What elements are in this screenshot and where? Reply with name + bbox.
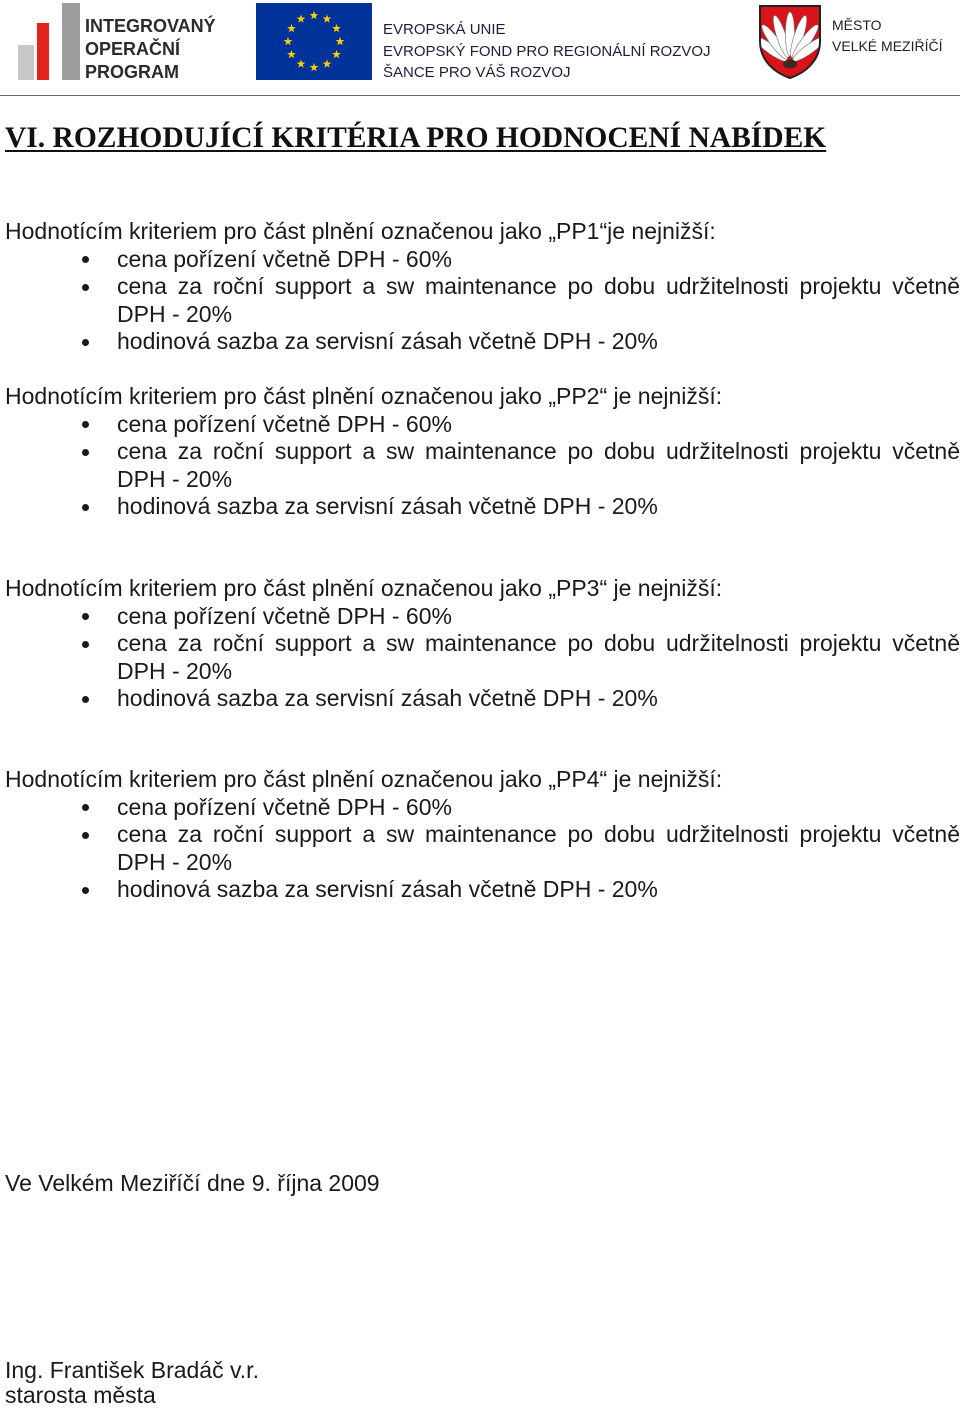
bullet-icon [82,339,89,346]
city-logo-line: VELKÉ MEZIŘÍČÍ [832,37,943,54]
criterion-text: cena pořízení včetně DPH - 60% [117,245,452,272]
criterion-text: cena pořízení včetně DPH - 60% [117,793,452,820]
bullet-icon [82,696,89,703]
criterion-item [117,821,960,876]
criterion-text: hodinová sazba za servisní zásah včetně DPH - 20% [117,493,658,519]
eu-flag-icon [256,3,372,80]
criterion-item [117,603,960,631]
criteria-section [0,575,960,713]
bullet-icon [82,804,89,811]
eu-logo-line: EVROPSKÝ FOND PRO REGIONÁLNÍ ROZVOJ [383,42,711,60]
header-divider [0,95,960,96]
criterion-text: cena za roční support a sw maintenance po dobu udržitelnosti projektu včetně DPH - 20% [117,273,960,327]
criterion-item [117,328,960,356]
criteria-list [0,246,960,356]
iop-logo-icon [18,3,80,80]
criterion-text: hodinová sazba za servisní zásah včetně DPH - 20% [117,685,658,711]
bullet-icon [82,284,89,291]
criterion-text: cena pořízení včetně DPH - 60% [117,410,452,437]
criteria-section [0,766,960,904]
bullet-icon [82,256,89,263]
iop-logo-line: PROGRAM [85,62,179,82]
place-and-date: Ve Velkém Meziříčí dne 9. října 2009 [5,1170,380,1196]
section-heading: Hodnotícím kriteriem pro část plnění označenou jako „PP4“ je nejnižší: [5,766,723,792]
iop-logo-line: INTEGROVANÝ [85,16,216,36]
criterion-text: cena pořízení včetně DPH - 60% [117,602,452,629]
criterion-text: hodinová sazba za servisní zásah včetně DPH - 20% [117,876,658,902]
criteria-list [0,603,960,713]
iop-bar-red [37,23,49,80]
bullet-icon [82,887,89,894]
bullet-icon [82,832,89,839]
criteria-section [0,218,960,356]
criterion-item [117,876,960,904]
iop-logo-text [85,15,216,84]
criterion-item [117,630,960,685]
criterion-item [117,273,960,328]
criterion-item [117,438,960,493]
criterion-item [117,794,960,822]
criterion-item [117,411,960,439]
bullet-icon [82,504,89,511]
feather-base [783,60,797,69]
coat-of-arms-icon [757,3,823,80]
criterion-item [117,685,960,713]
criterion-item [117,246,960,274]
signatory-name: Ing. František Bradáč v.r. [5,1357,259,1383]
iop-bar-light-gray [18,45,34,80]
page-title: VI. ROZHODUJÍCÍ KRITÉRIA PRO HODNOCENÍ NABÍDEK [5,122,827,154]
city-logo-text [832,15,942,57]
section-heading: Hodnotícím kriteriem pro část plnění označenou jako „PP3“ je nejnižší: [5,575,723,601]
signatory-position: starosta města [5,1382,156,1408]
section-heading: Hodnotícím kriteriem pro část plnění označenou jako „PP2“ je nejnižší: [5,383,723,409]
bullet-icon [82,613,89,620]
section-heading: Hodnotícím kriteriem pro část plnění označenou jako „PP1“je nejnižší: [5,218,716,245]
bullet-icon [82,449,89,456]
criteria-section [0,383,960,521]
criterion-text: cena za roční support a sw maintenance po dobu udržitelnosti projektu včetně DPH - 20% [117,438,960,492]
city-logo-line: MĚSTO [832,16,882,33]
bullet-icon [82,421,89,428]
criteria-list [0,794,960,904]
bullet-icon [82,641,89,648]
iop-logo-line: OPERAČNÍ [85,39,181,59]
criteria-list [0,411,960,521]
criterion-item [117,493,960,521]
eu-logo-line: ŠANCE PRO VÁŠ ROZVOJ [383,64,571,81]
criterion-text: cena za roční support a sw maintenance po dobu udržitelnosti projektu včetně DPH - 20% [117,630,960,684]
eu-logo-text [383,19,711,84]
iop-bar-gray [62,3,80,80]
criterion-text: hodinová sazba za servisní zásah včetně DPH - 20% [117,328,658,355]
eu-logo-line: EVROPSKÁ UNIE [383,21,506,38]
criterion-text: cena za roční support a sw maintenance po dobu udržitelnosti projektu včetně DPH - 20% [117,821,960,875]
